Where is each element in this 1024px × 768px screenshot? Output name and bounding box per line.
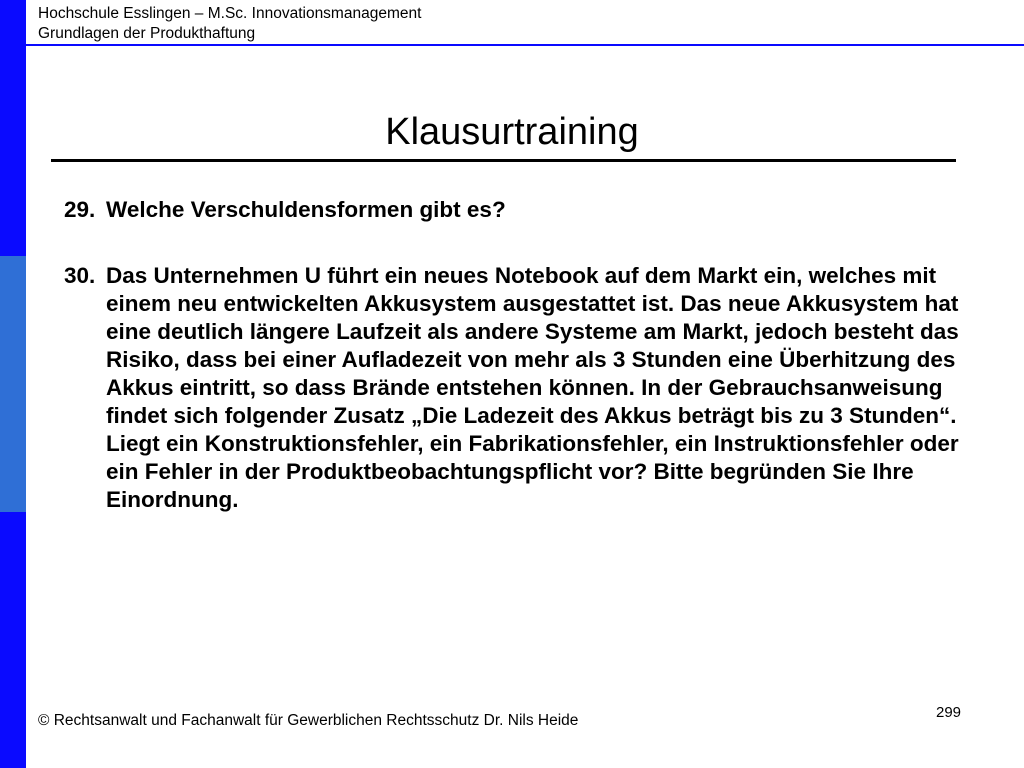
- question-29: [64, 196, 964, 224]
- header-divider: [26, 44, 1024, 46]
- sidebar-block-bottom: [0, 512, 26, 768]
- title-underline: [51, 159, 956, 162]
- header-line-institution: Hochschule Esslingen – M.Sc. Innovationsmanagement: [38, 5, 422, 22]
- header-line-course: Grundlagen der Produkthaftung: [38, 25, 256, 42]
- slide-title: Klausurtraining: [385, 111, 639, 153]
- sidebar-block-middle: [0, 256, 26, 512]
- slide-header: [38, 4, 421, 44]
- page-number: 299: [936, 704, 962, 721]
- question-number: 30.: [64, 263, 96, 288]
- copyright-footer: © Rechtsanwalt und Fachanwalt für Gewerblichen Rechtsschutz Dr. Nils Heide: [38, 712, 579, 729]
- question-text: Das Unternehmen U führt ein neues Notebook auf dem Markt ein, welches mit einem neu entwickelten Akkusystem ausgestattet ist. Das neue Akkusystem hat eine deutlich längere Laufzeit als andere Systeme am Markt, jedoch besteht das Risiko, dass bei einer Aufladezeit von mehr als 3 Stunden eine Überhitzung des Akkus eintritt, so dass Brände entstehen können. In der Gebrauchsanweisung findet sich folgender Zusatz „Die Ladezeit des Akkus beträgt bis zu 3 Stunden“. Liegt ein Konstruktionsfehler, ein Fabrikationsfehler, ein Instruktionsfehler oder ein Fehler in der Produktbeobachtungspflicht vor? Bitte begründen Sie Ihre Einordnung.: [106, 263, 959, 512]
- question-number: 29.: [64, 197, 96, 222]
- question-text: Welche Verschuldensformen gibt es?: [106, 197, 506, 222]
- question-30: [64, 262, 984, 514]
